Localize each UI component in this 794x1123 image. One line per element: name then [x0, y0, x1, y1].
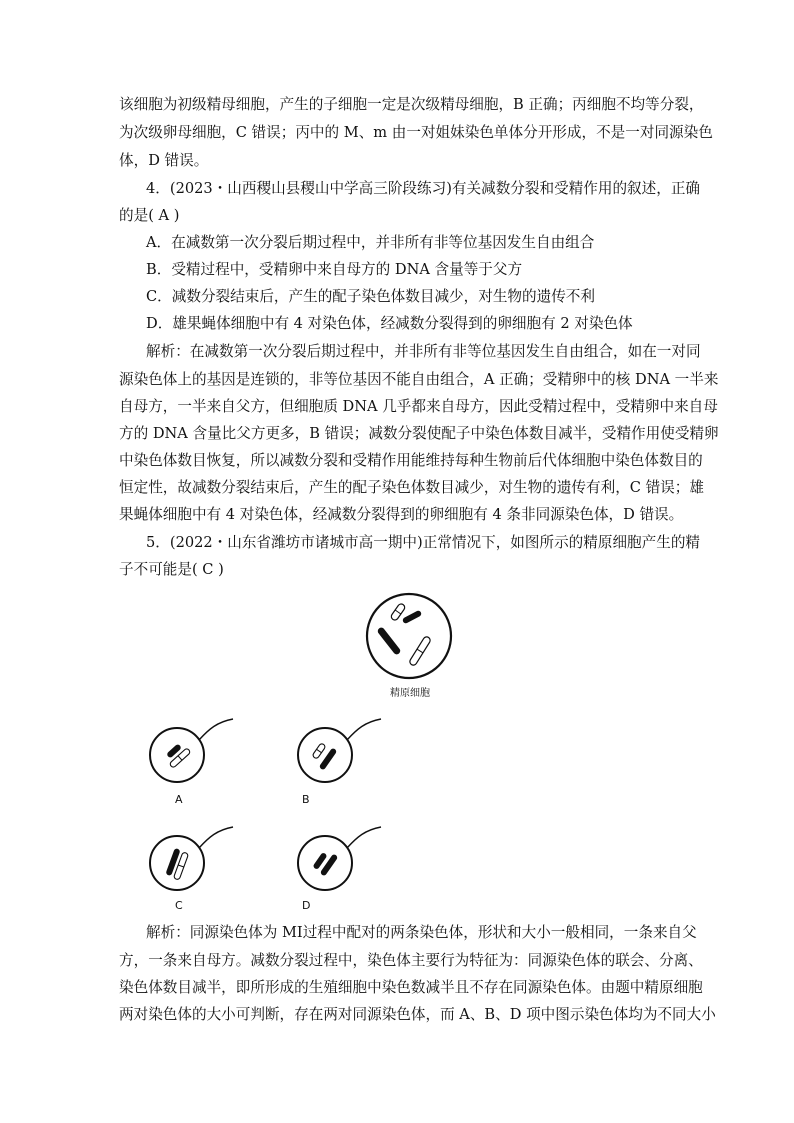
question-4-option-a: A．在减数第一次分裂后期过程中，并非所有非等位基因发生自由组合: [146, 234, 595, 251]
question-4-analysis: 方的 DNA 含量比父方更多，B 错误；减数分裂使配子中染色体数目减半，受精作用使受精卵: [119, 425, 719, 442]
question-4-analysis: 解析：在减数第一次分裂后期过程中，并非所有非等位基因发生自由组合，如在一对同: [146, 343, 701, 360]
question-5-analysis: 两对染色体的大小可判断，存在两对同源染色体，而 A、B、D 项中图示染色体均为不同大小: [119, 1006, 716, 1023]
question-5-analysis: 解析：同源染色体为 MⅠ过程中配对的两条染色体，形状和大小一般相同，一条来自父: [146, 924, 697, 941]
sperm-tail: [199, 827, 233, 848]
question-4-analysis: 恒定性，故减数分裂结束后，产生的配子染色体数目减少，对生物的遗传有利，C 错误；雄: [119, 479, 704, 496]
question-4-analysis: 中染色体数目恢复，所以减数分裂和受精作用能维持每种生物前后代体细胞中染色体数目的: [119, 452, 703, 469]
text-line: 体，D 错误。: [119, 152, 209, 169]
question-4-analysis: 自母方，一半来自父方，但细胞质 DNA 几乎都来自母方，因此受精过程中，受精卵中来自母: [119, 398, 718, 415]
question-4-analysis: 源染色体上的基因是连锁的，非等位基因不能自由组合，A 正确；受精卵中的核 DNA 一半来: [119, 371, 719, 388]
question-5-analysis: 染色体数目减半，即所形成的生殖细胞中染色数减半且不存在同源染色体。由题中精原细胞: [119, 979, 703, 996]
sperm-tail: [347, 719, 381, 740]
question-4-option-b: B．受精过程中，受精卵中来自母方的 DNA 含量等于父方: [146, 261, 523, 278]
sperm-tail: [199, 719, 233, 740]
option-b-figure: [295, 717, 385, 787]
question-5-analysis: 方，一条来自母方。减数分裂过程中，染色体主要行为特征为：同源染色体的联会、分离、: [119, 952, 703, 969]
option-d-figure: [295, 825, 385, 895]
sperm-tail: [347, 827, 381, 848]
question-4-stem: 的是( A ): [119, 207, 180, 224]
question-5-stem: 5．(2022・山东省潍坊市诸城市高一期中)正常情况下，如图所示的精原细胞产生的精: [146, 534, 701, 551]
option-c-label: C: [175, 899, 183, 912]
text-line: 该细胞为初级精母细胞，产生的子细胞一定是次级精母细胞，B 正确；丙细胞不均等分裂，: [119, 96, 704, 113]
figure-caption: 精原细胞: [390, 688, 430, 699]
option-b-label: B: [302, 793, 310, 806]
question-4-option-d: D．雄果蝇体细胞中有 4 对染色体，经减数分裂得到的卵细胞有 2 对染色体: [146, 315, 633, 332]
option-a-figure: [147, 717, 237, 787]
question-4-stem: 4．(2023・山西稷山县稷山中学高三阶段练习)有关减数分裂和受精作用的叙述，正确: [146, 180, 701, 197]
question-5-stem: 子不可能是( C ): [119, 561, 224, 578]
option-a-label: A: [175, 793, 183, 806]
text-line: 为次级卵母细胞，C 错误；丙中的 M、m 由一对姐妹染色单体分开形成，不是一对同源染色: [119, 124, 713, 141]
question-4-analysis: 果蝇体细胞中有 4 对染色体，经减数分裂得到的卵细胞有 4 条非同源染色体，D 错误。: [119, 506, 684, 523]
spermatogonium-figure: [364, 591, 454, 681]
option-d-label: D: [302, 899, 311, 912]
question-4-option-c: C．减数分裂结束后，产生的配子染色体数目减少，对生物的遗传不利: [146, 288, 595, 305]
option-c-figure: [147, 825, 237, 895]
